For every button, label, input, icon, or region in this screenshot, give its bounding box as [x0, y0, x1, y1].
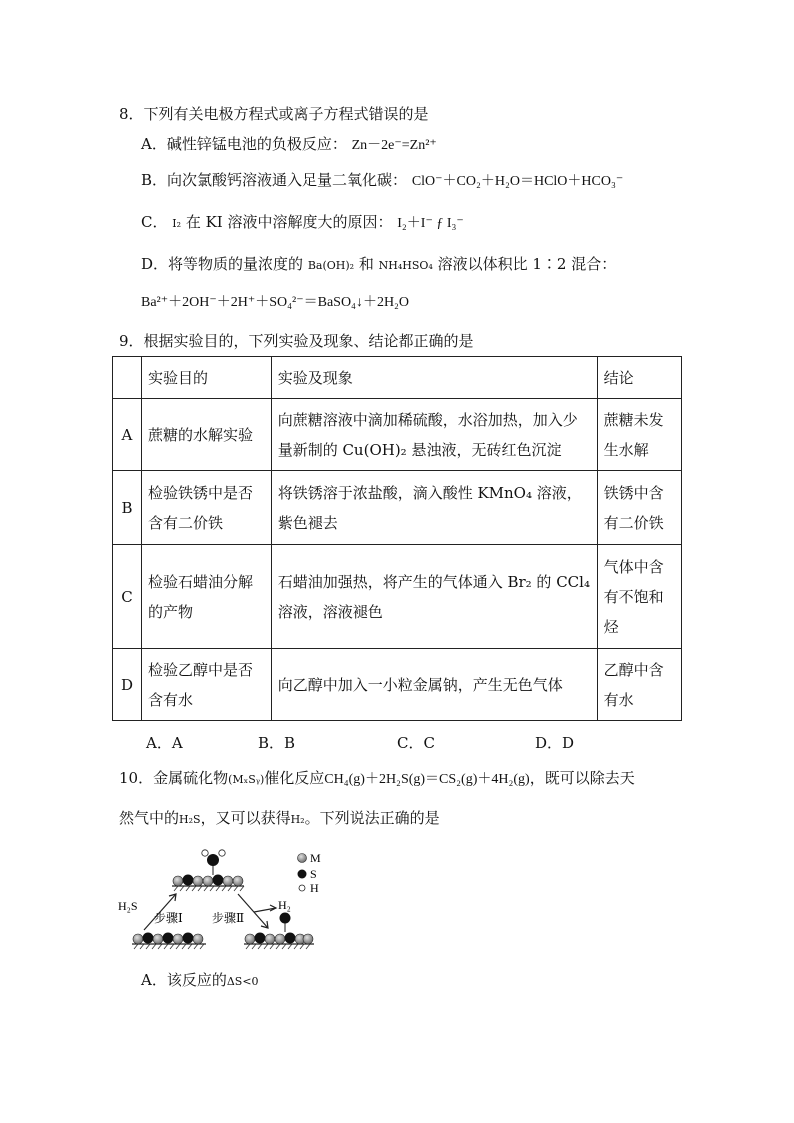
row-phenomenon: 向乙醇中加入一小粒金属钠，产生无色气体: [271, 649, 597, 721]
row-purpose: 检验乙醇中是否含有水: [141, 649, 271, 721]
q9-option-d: D．D: [535, 734, 575, 752]
q10-stem-line1: [119, 768, 635, 790]
q10-stem-a: 10．金属硫化物: [119, 769, 229, 787]
catalysis-mechanism-figure: [118, 842, 338, 954]
q10-stem-line2: [119, 808, 440, 830]
row-conclusion: 气体中含有不饱和烃: [597, 545, 681, 649]
q8-option-a-text: A．碱性锌锰电池的负极反应：: [141, 135, 347, 153]
table-row: [113, 545, 682, 649]
q10-reaction-equation: CH₄(g)＋2H₂S(g)＝CS₂(g)＋4H₂(g): [324, 772, 530, 787]
q8-option-d-equation: Ba²⁺＋2OH⁻＋2H⁺＋SO₄²⁻＝BaSO₄↓＋2H₂O: [141, 295, 410, 310]
row-conclusion: 乙醇中含有水: [597, 649, 681, 721]
step2-label: 步骤Ⅱ: [212, 911, 245, 925]
row-label: C: [113, 545, 142, 649]
q8-option-d-text2: 和: [358, 255, 374, 273]
q8-option-d-text1: D．将等物质的量浓度的: [141, 255, 304, 273]
q8-option-c-text: 在 KI 溶液中溶解度大的原因：: [185, 213, 393, 231]
q10-stem2-a: 然气中的: [119, 809, 180, 827]
q9-option-a: A．A: [146, 734, 183, 752]
q8-option-b: [141, 170, 623, 192]
step1-label: 步骤Ⅰ: [154, 911, 183, 925]
legend-h: H: [310, 881, 319, 895]
row-label: A: [113, 399, 142, 471]
q8-option-d: [141, 254, 616, 276]
row-purpose: 蔗糖的水解实验: [141, 399, 271, 471]
product-label: H₂: [278, 898, 291, 912]
row-label: B: [113, 471, 142, 545]
q9-option-c: C．C: [397, 734, 435, 752]
q10-option-a: [141, 970, 259, 992]
q8-option-c: [141, 212, 464, 234]
row-phenomenon: 将铁锈溶于浓盐酸，滴入酸性 KMnO₄ 溶液，紫色褪去: [271, 471, 597, 545]
row-label: D: [113, 649, 142, 721]
q10-stem2-c: 。下列说法正确的是: [304, 809, 440, 827]
row-conclusion: 蔗糖未发生水解: [597, 399, 681, 471]
legend: [298, 851, 322, 895]
q9-stem: 9．根据实验目的，下列实验及现象、结论都正确的是: [119, 332, 474, 350]
q8-option-c-equation: I₂＋I⁻ ƒ I₃⁻: [397, 216, 464, 231]
table-header-row: [113, 357, 682, 399]
table-row: [113, 471, 682, 545]
row-purpose: 检验铁锈中是否含有二价铁: [141, 471, 271, 545]
q8-option-d-text3: 溶液以体积比 1∶2 混合：: [437, 255, 617, 273]
q10-stem-d: ，既可以除去天: [529, 769, 635, 787]
row-conclusion: 铁锈中含有二价铁: [597, 471, 681, 545]
q8-option-a: [141, 134, 437, 156]
row-phenomenon: 向蔗糖溶液中滴加稀硫酸，水浴加热，加入少量新制的 Cu(OH)₂ 悬浊液，无砖红色沉淀: [271, 399, 597, 471]
q10-stem2-b: ，又可以获得: [200, 809, 291, 827]
bottom-left-surface: [132, 933, 206, 950]
q8-option-c-iodine: I₂: [172, 217, 182, 230]
q9-option-b: B．B: [258, 734, 296, 752]
bottom-right-surface: [244, 913, 314, 950]
q10-option-a-text: A．该反应的: [141, 971, 227, 989]
q10-option-a-equation: ΔS<0: [226, 975, 259, 988]
q10-catalyst-formula: (MₓSᵧ): [228, 773, 265, 786]
top-surface: [172, 850, 244, 891]
q8-option-b-text: B．向次氯酸钙溶液通入足量二氧化碳：: [141, 171, 408, 189]
q8-option-c-label: C．: [141, 213, 168, 231]
q8-option-d-baoh2: Ba(OH)₂: [307, 259, 355, 272]
q8-option-a-equation: Zn－2e⁻=Zn²⁺: [351, 138, 437, 153]
table-header-cell: 实验及现象: [271, 357, 597, 399]
table-header-cell: 结论: [597, 357, 681, 399]
table-header-cell: [113, 357, 142, 399]
q10-h2s: H₂S: [179, 813, 201, 826]
row-phenomenon: 石蜡油加强热，将产生的气体通入 Br₂ 的 CCl₄ 溶液，溶液褪色: [271, 545, 597, 649]
legend-m: M: [310, 851, 321, 865]
q10-h2: H₂: [290, 813, 305, 826]
q9-table: [112, 356, 682, 721]
table-row: [113, 399, 682, 471]
q8-option-b-equation: ClO⁻＋CO₂＋H₂O＝HClO＋HCO₃⁻: [411, 174, 624, 189]
row-purpose: 检验石蜡油分解的产物: [141, 545, 271, 649]
table-header-cell: 实验目的: [141, 357, 271, 399]
q8-option-d-nh4hso4: NH₄HSO₄: [378, 259, 433, 272]
legend-s: S: [310, 867, 317, 881]
reactant-label: H₂S: [118, 899, 138, 913]
q10-stem-c: 催化反应: [264, 769, 325, 787]
q8-stem: 8．下列有关电极方程式或离子方程式错误的是: [119, 105, 429, 123]
table-row: [113, 649, 682, 721]
